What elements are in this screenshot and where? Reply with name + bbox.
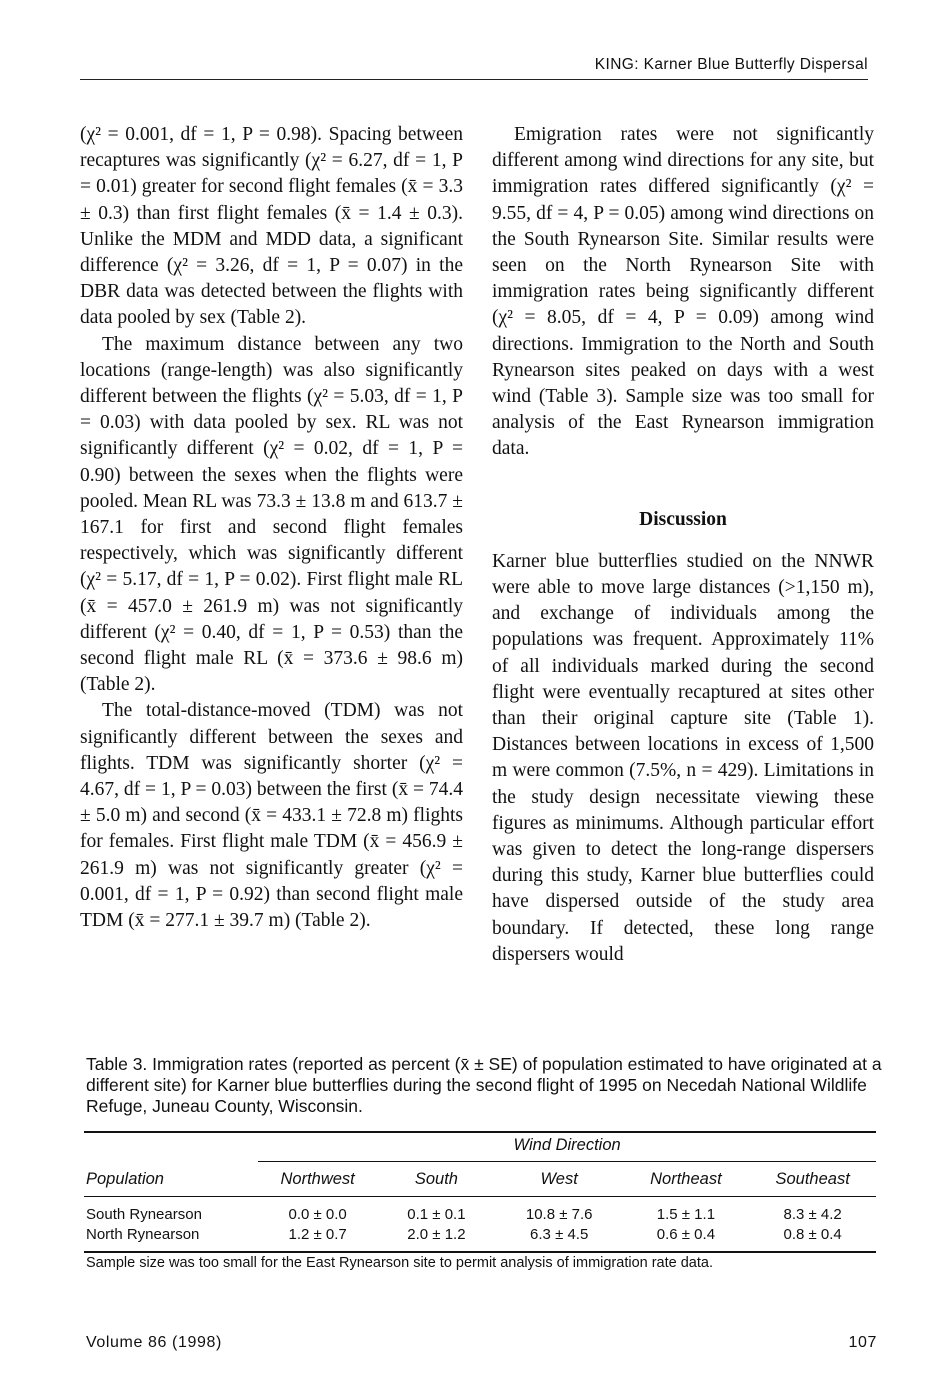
right-column	[492, 122, 874, 968]
table-group-header-row	[84, 1132, 876, 1162]
column-header-northeast: Northeast	[623, 1162, 750, 1197]
footer-volume: Volume 86 (1998)	[86, 1334, 222, 1351]
table-row	[84, 1225, 876, 1252]
table-cell: 2.0 ± 1.2	[407, 1226, 466, 1243]
column-header-south: South	[377, 1162, 496, 1197]
table-cell: 1.2 ± 0.7	[288, 1226, 347, 1243]
row-label: North Rynearson	[86, 1226, 200, 1243]
column-header-population: Population	[84, 1162, 258, 1197]
table-footnote: Sample size was too small for the East Rynearson site to permit analysis of immigration rate data.	[86, 1255, 713, 1271]
body-paragraph: (χ² = 0.001, df = 1, P = 0.98). Spacing between recaptures was significantly (χ² = 6.27, df = 1, P = 0.01) greater for second flight females (x̄ = 3.3 ± 0.3) than first flight females (x̄ = 1.4 ± 0.3). Unlike the MDM and MDD data, a significant difference (χ² = 3.26, df = 1, P = 0.07) in the DBR data was detected between the flights with data pooled by sex (Table 2).	[80, 124, 463, 329]
immigration-rates-table	[84, 1131, 876, 1253]
column-header-west: West	[496, 1162, 623, 1197]
table-column-header-row	[84, 1162, 876, 1197]
table-cell: 0.0 ± 0.0	[288, 1206, 347, 1223]
body-paragraph: Karner blue butterflies studied on the NNWR were able to move large distances (>1,150 m), and exchange of individuals among the populations was frequent. Approximately 11% of all individuals marked during the second flight were eventually recaptured at sites other than their original capture site (Table 1). Distances between locations in excess of 1,500 m were common (7.5%, n = 429). Limitations in the study design necessitate viewing these figures as minimums. Although particular effort was given to detect the long-range dispersers during this study, Karner blue butterflies could have dispersed outside of the study area boundary. If detected, these long range dispersers would	[492, 550, 874, 965]
table-cell: 1.5 ± 1.1	[656, 1206, 716, 1223]
page-number: 107	[848, 1334, 877, 1351]
body-paragraph: The maximum distance between any two locations (range-length) was also significantly different between the flights (χ² = 5.03, df = 1, P = 0.03) with data pooled by sex. RL was not significantly different (χ² = 0.02, df = 1, P = 0.90) between the sexes when the flights were pooled. Mean RL was 73.3 ± 13.8 m and 613.7 ± 167.1 for first and second flight females respectively, which was significantly different (χ² = 5.17, df = 1, P = 0.02). First flight male RL (x̄ = 457.0 ± 261.9 m) was not significantly different (χ² = 0.40, df = 1, P = 0.53) than the second flight male RL (x̄ = 373.6 ± 98.6 m) (Table 2).	[80, 333, 463, 696]
body-paragraph: The total-distance-moved (TDM) was not significantly different between the sexes and flights. TDM was significantly shorter (χ² = 4.67, df = 1, P = 0.03) between the first (x̄ = 74.4 ± 5.0 m) and second (x̄ = 433.1 ± 72.8 m) flights for females. First flight male TDM (x̄ = 456.9 ± 261.9 m) was not significantly greater (χ² = 0.001, df = 1, P = 0.92) than second flight male TDM (x̄ = 277.1 ± 39.7 m) (Table 2).	[80, 700, 463, 932]
table-row	[84, 1197, 876, 1226]
column-header-northwest: Northwest	[258, 1162, 377, 1197]
table-cell: 8.3 ± 4.2	[783, 1206, 842, 1223]
wind-direction-header: Wind Direction	[258, 1132, 876, 1162]
table-cell: 6.3 ± 4.5	[530, 1226, 589, 1243]
column-header-southeast: Southeast	[749, 1162, 876, 1197]
left-column	[80, 122, 463, 934]
section-heading-discussion: Discussion	[639, 508, 727, 530]
row-label: South Rynearson	[86, 1206, 202, 1223]
table-corner-cell	[84, 1132, 258, 1162]
running-head: KING: Karner Blue Butterfly Dispersal	[80, 56, 868, 80]
table-caption: Table 3. Immigration rates (reported as percent (x̄ ± SE) of population estimated to have originated at a different site) for Karner blue butterflies during the second flight of 1995 on Necedah National Wildlife Refuge, Juneau County, Wisconsin.	[86, 1054, 882, 1116]
table-cell: 0.1 ± 0.1	[407, 1206, 466, 1223]
table-cell: 10.8 ± 7.6	[525, 1206, 593, 1223]
table-cell: 0.6 ± 0.4	[656, 1226, 716, 1243]
table-cell: 0.8 ± 0.4	[783, 1226, 842, 1243]
body-paragraph: Emigration rates were not significantly different among wind directions for any site, but immigration rates differed significantly (χ² = 9.55, df = 4, P = 0.05) among wind directions on the South Rynearson Site. Similar results were seen on the North Rynearson Site with immigration rates being significantly different (χ² = 8.05, df = 4, P = 0.09) among wind directions. Immigration to the North and South Rynearson sites peaked on days with a west wind (Table 3). Sample size was too small for analysis of the East Rynearson immigration data.	[492, 124, 874, 460]
